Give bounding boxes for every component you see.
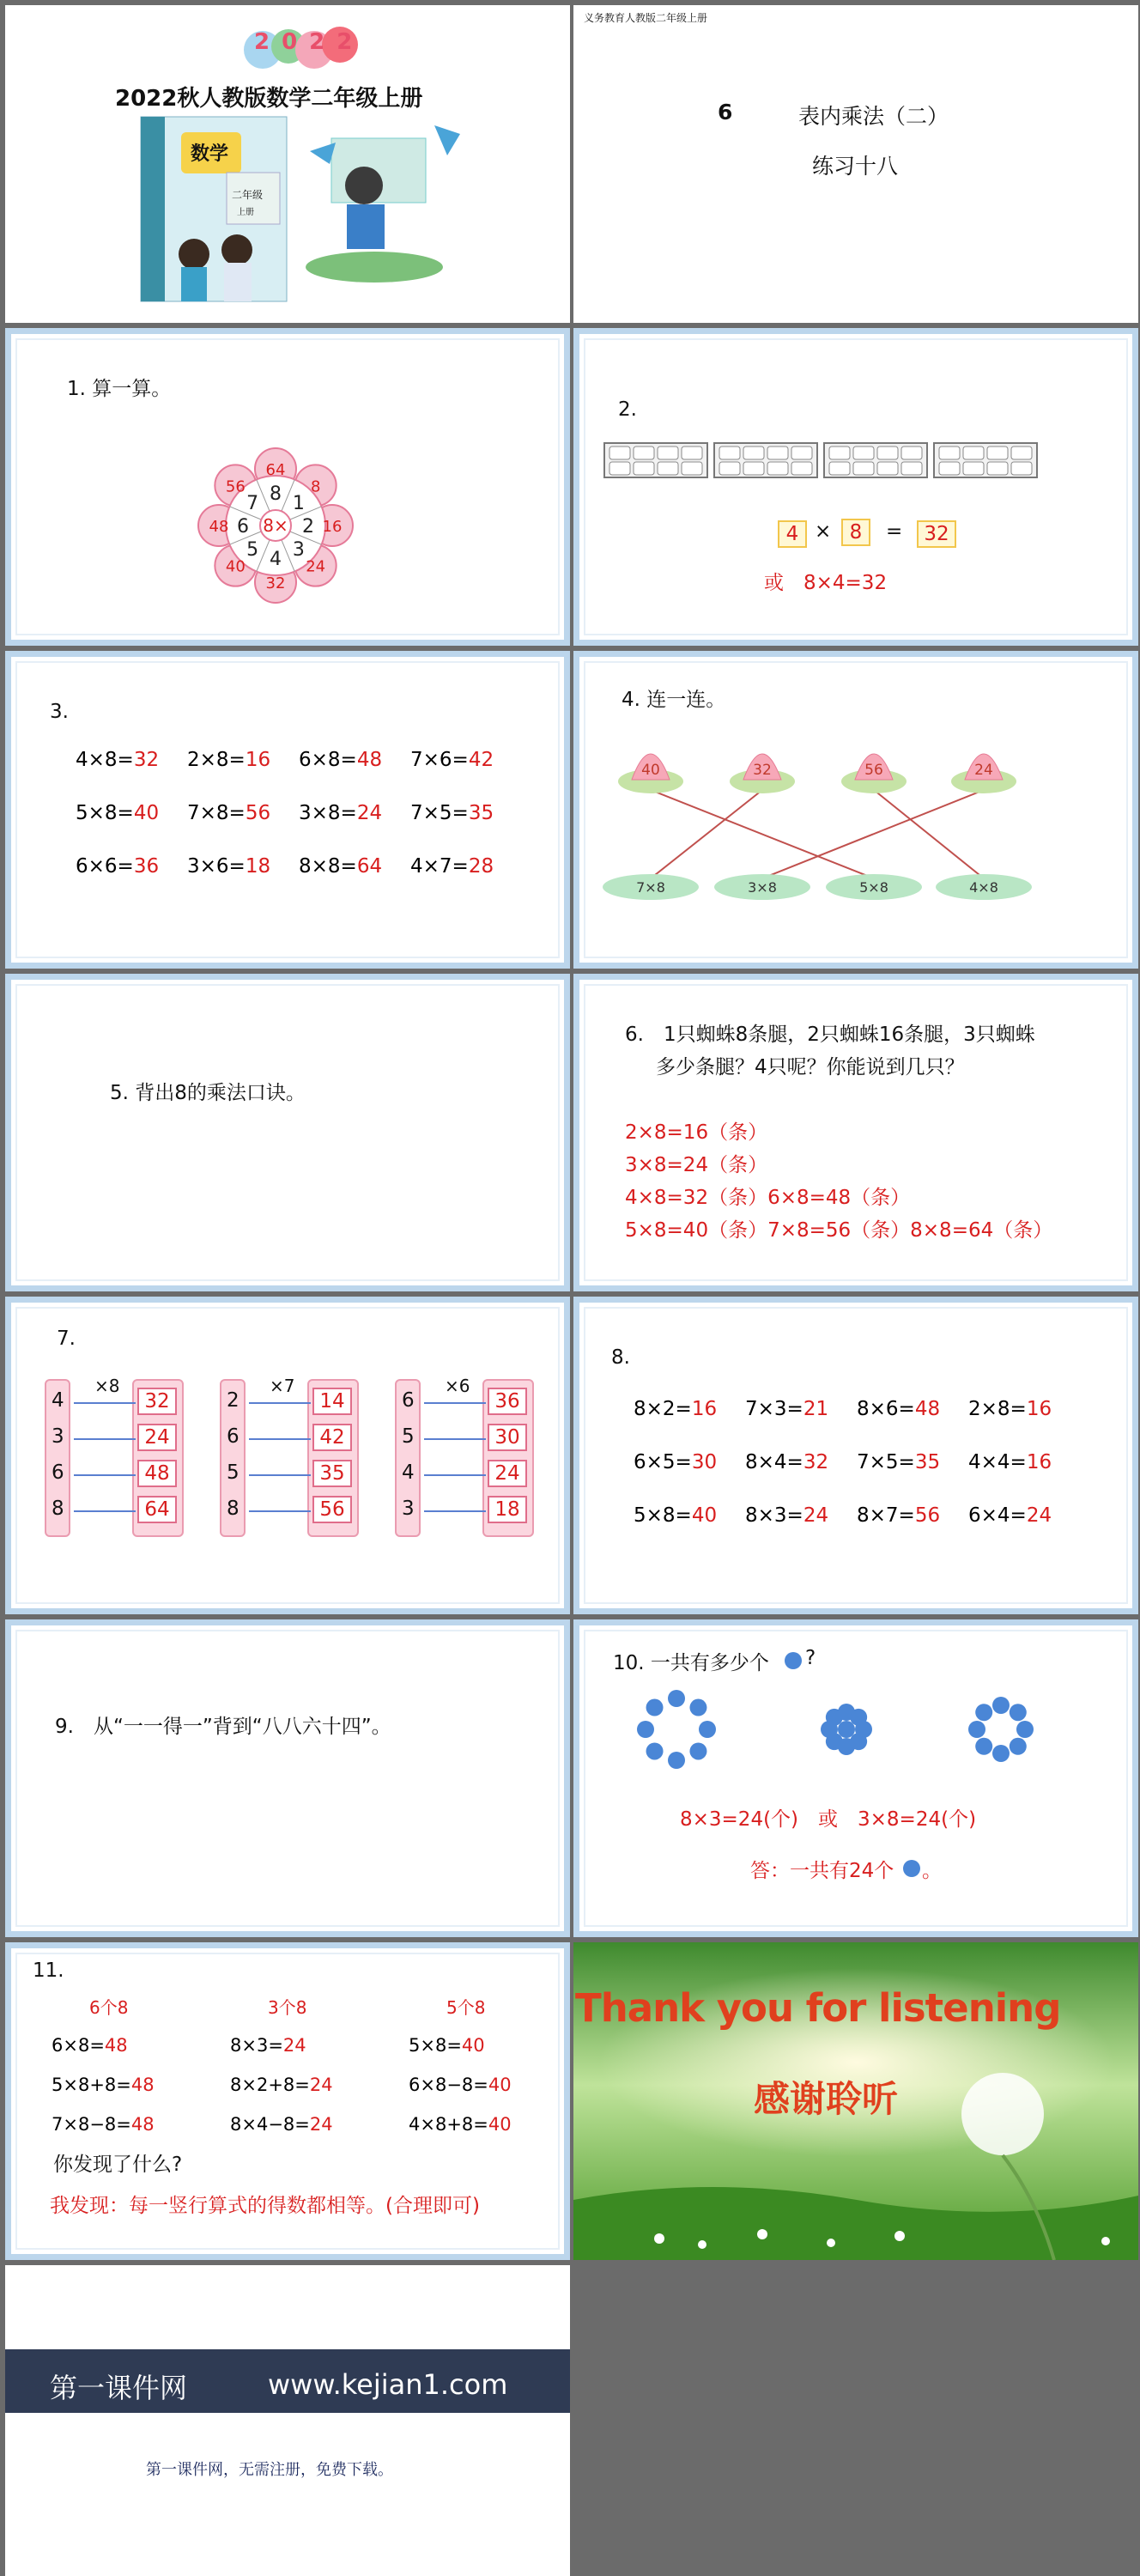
mapping-arrow [424,1438,486,1440]
slide-q8[interactable] [573,1297,1138,1614]
input-value: 8 [52,1498,64,1520]
eq-factor-b: 8 [841,519,870,546]
egg-cell [877,462,898,475]
equation-answer: 24 [309,2114,333,2135]
thanks-english: Thank you for listening [575,1985,1061,2031]
slide-promo[interactable] [5,2265,570,2576]
ring-dot [968,1721,985,1738]
match-line [874,790,984,878]
equation-question: 8×4= [745,1451,803,1473]
egg-cell [901,447,922,459]
egg-cell [829,447,850,459]
inner-number: 4 [270,549,282,570]
equation-question: 5×8= [409,2035,462,2056]
input-value: 5 [402,1425,415,1448]
ring-dot [668,1690,685,1707]
match-line [651,790,874,878]
q1-label: 1. 算一算。 [67,378,172,400]
output-value: 64 [137,1496,177,1523]
input-value: 4 [402,1461,415,1484]
slide-q11[interactable] [5,1942,570,2260]
ring-dot [975,1738,992,1755]
inner-number: 6 [237,516,249,538]
equation-answer: 24 [1026,1504,1052,1527]
book-grade: 二年级 [232,189,264,201]
equation-cell [410,855,522,878]
equation-cell [410,749,522,771]
match-line [651,790,762,878]
equation-cell [857,1398,968,1420]
q6-answer-2: 3×8=24（条） [625,1154,768,1176]
equation-question: 4×8+8= [409,2114,488,2135]
equation-answer: 35 [468,802,494,824]
egg-cell [767,462,788,475]
q10-label: 10. 一共有多少个 [613,1652,769,1674]
q6-question-line2: 多少条腿？4只呢？你能说到几只？ [656,1056,965,1078]
egg-cell [791,447,812,459]
outer-product: 16 [322,518,343,536]
q4-label: 4. 连一连。 [622,689,726,711]
egg-cell [743,447,764,459]
eq-factor-a: 4 [778,520,807,548]
equation-row [409,2114,512,2135]
inner-number: 5 [246,538,259,561]
slide-cover[interactable] [5,5,570,323]
egg-cell [743,462,764,475]
outer-product: 8 [310,477,321,496]
equation-question: 7×6= [410,749,469,771]
equation-row [52,2075,155,2095]
equation-cell [187,855,299,878]
equation-question: 6×8= [52,2035,105,2056]
slide-q3[interactable] [5,651,570,969]
eq-product: 32 [917,520,956,548]
ring-dot [1010,1738,1027,1755]
mapping-arrow [74,1474,136,1476]
unit-number: 6 [718,100,733,125]
egg-boxes [573,328,1138,646]
equation-answer: 40 [488,2075,512,2095]
input-value: 6 [52,1461,64,1484]
equation-question: 3×6= [187,855,246,878]
equation-answer: 48 [356,749,383,771]
equation-answer: 24 [282,2035,306,2056]
ring-dot [838,1721,855,1738]
q11-finding: 我发现：每一竖行算式的得数都相等。(合理即可) [50,2195,480,2217]
ring-dot [646,1742,664,1759]
egg-cell [939,462,960,475]
slide-q7[interactable] [5,1297,570,1614]
matching-lines [573,651,1138,969]
equation-question: 4×8= [76,749,134,771]
equation-row [230,2035,306,2056]
equation-answer: 40 [133,802,160,824]
ring-dot [689,1742,706,1759]
mapping-group [395,1376,541,1537]
equation-answer: 48 [914,1398,941,1420]
equation-row [76,749,522,771]
slide-frame [5,974,570,1291]
q6-answer-1: 2×8=16（条） [625,1121,768,1144]
brand-name: 第一课件网 [50,2372,188,2404]
column-heading: 6个8 [89,1997,129,2018]
output-value: 48 [137,1460,177,1487]
equation-cell [857,1504,968,1527]
ring-dot [1016,1721,1034,1738]
equation-answer: 40 [461,2035,485,2056]
ring-dot [699,1721,716,1738]
eq-operator: × [815,520,832,543]
equation-question: 8×8= [299,855,357,878]
egg-cell [1011,447,1032,459]
q3-label: 3. [50,701,69,723]
match-line [762,790,984,878]
equation-question: 3×8= [299,802,357,824]
q9-label: 9. 从“一一得一”背到“八八六十四”。 [55,1716,391,1738]
slide-q6[interactable] [573,974,1138,1291]
input-value: 3 [402,1498,415,1520]
mapping-group [220,1376,366,1537]
lily-pad-expression: 7×8 [636,879,665,896]
egg-cell [987,462,1008,475]
egg-cell [963,447,984,459]
equation-cell [410,802,522,824]
output-value: 18 [488,1496,527,1523]
mapping-arrow [424,1510,486,1512]
egg-cell [682,462,702,475]
egg-cell [901,462,922,475]
equation-answer: 64 [356,855,383,878]
equation-cell [634,1398,745,1420]
outer-product: 64 [265,461,286,479]
egg-cell [658,462,678,475]
lily-pad-expression: 5×8 [859,879,888,896]
equation-question: 8×4−8= [230,2114,310,2135]
equation-question: 8×2= [634,1398,692,1420]
q8-label: 8. [611,1346,630,1369]
equation-answer: 56 [245,802,271,824]
slide-q1[interactable] [5,328,570,646]
equation-answer: 16 [245,749,271,771]
mapping-arrow [424,1474,486,1476]
slide-lesson-title[interactable] [573,5,1138,323]
equation-row [52,2114,155,2135]
slide-frame [5,1619,570,1937]
output-value: 30 [488,1424,527,1451]
equation-answer: 42 [468,749,494,771]
equation-cell [76,749,187,771]
equation-answer: 30 [691,1451,718,1473]
equation-row [409,2035,485,2056]
ring-dot [1010,1704,1027,1721]
equation-row [76,802,522,824]
lily-pad-expression: 3×8 [748,879,777,896]
equation-cell [299,855,410,878]
input-value: 6 [227,1425,240,1448]
egg-cell [853,462,874,475]
book-label: 数学 [191,143,229,165]
q6-answer-3: 4×8=32（条）6×8=48（条） [625,1187,911,1209]
equation-question: 6×8= [299,749,357,771]
equation-row [230,2114,333,2135]
dot-icon [901,1858,922,1879]
output-value: 35 [312,1460,352,1487]
egg-cell [719,462,740,475]
input-value: 8 [227,1498,240,1520]
mapping-arrow [249,1474,311,1476]
equation-cell [857,1451,968,1473]
slide-q10[interactable] [573,1619,1138,1937]
q10-answer: 答：一共有24个 [750,1860,894,1882]
equation-row [76,855,522,878]
equation-row [230,2075,333,2095]
equation-answer: 16 [1026,1398,1052,1420]
equation-cell [745,1398,857,1420]
egg-cell [719,447,740,459]
equation-cell [76,855,187,878]
operator-label: ×7 [270,1376,295,1396]
equation-cell [187,749,299,771]
equation-question: 4×4= [968,1451,1027,1473]
equation-answer: 32 [133,749,160,771]
equation-question: 7×8= [187,802,246,824]
lotus-number: 24 [974,762,993,779]
egg-cell [829,462,850,475]
thanks-chinese: 感谢聆听 [754,2078,899,2120]
q10-answer-end: 。 [922,1860,942,1882]
output-value: 14 [312,1388,352,1415]
ring-dot [668,1752,685,1769]
equation-question: 4×7= [410,855,469,878]
equation-row [634,1504,1080,1527]
inner-number: 3 [292,538,305,561]
egg-cell [853,447,874,459]
input-value: 4 [52,1389,64,1412]
multiplication-flower [5,328,570,646]
equation-answer: 16 [691,1398,718,1420]
site-url[interactable]: www.kejian1.com [268,2368,508,2401]
q10-equation: 8×3=24(个) 或 3×8=24(个) [680,1808,977,1831]
ring-dot [646,1699,664,1716]
q11-label: 11. [33,1959,64,1982]
egg-cell [1011,462,1032,475]
center-label: 8× [263,515,288,536]
equation-answer: 16 [1026,1451,1052,1473]
ring-dot [992,1697,1010,1714]
equation-answer: 56 [914,1504,941,1527]
egg-cell [658,447,678,459]
egg-cell [634,462,654,475]
q11-question: 你发现了什么? [53,2154,183,2176]
textbook-header: 义务教育人教版二年级上册 [584,12,708,24]
equation-answer: 24 [803,1504,829,1527]
lily-pad-expression: 4×8 [969,879,998,896]
equation-answer: 24 [309,2075,333,2095]
equation-cell [76,802,187,824]
mapping-arrow [74,1402,136,1404]
inner-number: 2 [302,516,314,538]
outer-product: 56 [225,477,246,496]
lotus-number: 56 [864,762,883,779]
equation-row [634,1398,1080,1420]
equation-question: 8×2+8= [230,2075,310,2095]
equation-cell [968,1398,1080,1420]
output-value: 36 [488,1388,527,1415]
output-value: 42 [312,1424,352,1451]
outer-product: 24 [306,557,326,576]
output-value: 32 [137,1388,177,1415]
column-heading: 3个8 [268,1997,307,2018]
equation-cell [634,1451,745,1473]
egg-cell [609,447,630,459]
equation-answer: 36 [133,855,160,878]
equation-question: 5×8+8= [52,2075,131,2095]
equation-row [52,2035,128,2056]
inner-number: 8 [270,483,282,505]
outer-product: 40 [225,557,246,576]
equation-cell [745,1504,857,1527]
slide-q5[interactable] [5,974,570,1291]
equation-answer: 28 [468,855,494,878]
equation-cell [634,1504,745,1527]
column-heading: 5个8 [446,1997,486,2018]
equation-cell [299,802,410,824]
ring-dot [975,1704,992,1721]
equation-question: 7×8−8= [52,2114,131,2135]
equation-question: 6×5= [634,1451,692,1473]
equation-answer: 24 [356,802,383,824]
equation-question: 2×8= [968,1398,1027,1420]
equation-question: 7×3= [745,1398,803,1420]
input-value: 2 [227,1389,240,1412]
ring-dot [992,1745,1010,1762]
cover-title: 2022秋人教版数学二年级上册 [115,86,423,112]
equation-answer: 48 [130,2075,155,2095]
book-volume: 上册 [237,208,254,217]
mapping-arrow [249,1438,311,1440]
equation-cell [187,802,299,824]
inner-number: 1 [292,493,305,515]
egg-cell [609,462,630,475]
equation-cell [299,749,410,771]
lotus-number: 32 [753,762,772,779]
mapping-group [45,1376,191,1537]
alternative-equation: 或 8×4=32 [764,572,888,594]
output-value: 56 [312,1496,352,1523]
q6-question-line1: 6. 1只蜘蛛8条腿，2只蜘蛛16条腿，3只蜘蛛 [625,1024,1035,1046]
equation-question: 8×7= [857,1504,915,1527]
equation-question: 6×6= [76,855,134,878]
equation-question: 2×8= [187,749,246,771]
slide-thanks[interactable] [573,1942,1138,2260]
egg-cell [877,447,898,459]
ring-dot [850,1709,867,1726]
equation-question: 7×5= [410,802,469,824]
equation-answer: 32 [803,1451,829,1473]
equation-answer: 48 [104,2035,128,2056]
slide-q9[interactable] [5,1619,570,1937]
equation-question: 7×5= [857,1451,915,1473]
mapping-arrow [74,1510,136,1512]
mapping-arrow [249,1510,311,1512]
egg-cell [634,447,654,459]
input-value: 5 [227,1461,240,1484]
mapping-arrow [249,1402,311,1404]
equation-cell [968,1451,1080,1473]
equation-answer: 35 [914,1451,941,1473]
equation-question: 6×4= [968,1504,1027,1527]
input-value: 3 [52,1425,64,1448]
operator-label: ×8 [94,1376,120,1396]
equation-answer: 18 [245,855,271,878]
egg-cell [791,462,812,475]
ring-dot [637,1721,654,1738]
egg-cell [987,447,1008,459]
egg-cell [682,447,702,459]
dot-rings [573,1619,1138,1937]
equation-question: 5×8= [634,1504,692,1527]
equation-question: 8×3= [230,2035,283,2056]
q2-label: 2. [618,398,637,421]
equation-answer: 40 [488,2114,512,2135]
lesson-title: 练习十八 [812,154,899,179]
slide-q4[interactable] [573,651,1138,969]
ring-dot [689,1699,706,1716]
egg-cell [767,447,788,459]
mapping-arrow [74,1438,136,1440]
equation-cell [745,1451,857,1473]
q7-label: 7. [57,1327,76,1350]
equation-answer: 40 [691,1504,718,1527]
operator-label: ×6 [445,1376,470,1396]
outer-product: 32 [265,574,286,592]
input-value: 6 [402,1389,415,1412]
outer-product: 48 [209,518,229,536]
lotus-number: 40 [641,762,660,779]
equation-question: 5×8= [76,802,134,824]
output-value: 24 [488,1460,527,1487]
equation-question: 6×8−8= [409,2075,488,2095]
q10-mark: ? [805,1647,816,1669]
egg-cell [939,447,960,459]
egg-cell [963,462,984,475]
equation-cell [968,1504,1080,1527]
equation-row [409,2075,512,2095]
inner-number: 7 [246,493,259,515]
mapping-arrow [424,1402,486,1404]
equation-question: 8×6= [857,1398,915,1420]
q5-label: 5. 背出8的乘法口诀。 [110,1082,306,1104]
download-note: 第一课件网，无需注册，免费下载。 [146,2461,393,2479]
equation-row [634,1451,1080,1473]
equation-answer: 21 [803,1398,829,1420]
slide-q2[interactable] [573,328,1138,646]
eq-equals: = [886,520,903,543]
equation-answer: 48 [130,2114,155,2135]
year-badge: 2022 [254,29,365,55]
chapter-title: 表内乘法（二） [798,104,949,129]
output-value: 24 [137,1424,177,1451]
equation-question: 8×3= [745,1504,803,1527]
q6-answer-4: 5×8=40（条）7×8=56（条）8×8=64（条） [625,1219,1053,1242]
